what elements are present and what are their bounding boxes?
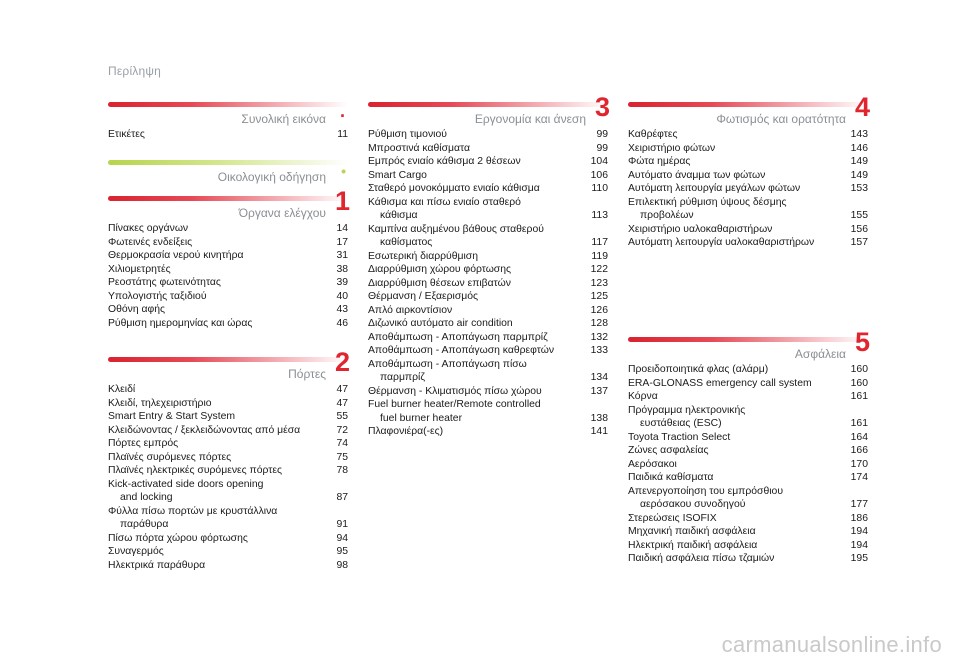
toc-entry-page: 156 (850, 223, 868, 235)
toc-entry-page: 17 (336, 236, 348, 248)
toc-entry[interactable] (628, 155, 868, 169)
toc-list (628, 363, 868, 566)
toc-entry-title (108, 478, 330, 505)
toc-entry-title (368, 277, 590, 291)
toc-entry-text-cont: and locking (120, 492, 173, 503)
toc-entry-title (368, 398, 590, 425)
section-bar (108, 160, 348, 165)
toc-entry[interactable] (628, 485, 868, 512)
toc-entry-text: Πόρτες εμπρός (108, 438, 179, 449)
toc-entry[interactable] (108, 128, 348, 142)
toc-entry[interactable] (368, 169, 608, 183)
toc-entry-page: 99 (596, 129, 608, 140)
toc-entry-page: 74 (336, 438, 348, 449)
toc-entry-text: Υπολογιστής ταξιδιού (108, 290, 207, 302)
toc-entry-text: Αποθάμπωση - Απoπάγωση πίσω (368, 358, 527, 370)
toc-entry-text: Φώτα ημέρας (628, 156, 691, 167)
toc-list (368, 128, 608, 439)
toc-entry[interactable] (108, 383, 348, 397)
toc-entry[interactable] (368, 182, 608, 196)
toc-entry-title (108, 451, 330, 465)
toc-entry-title (628, 169, 850, 183)
toc-entry-title (368, 263, 590, 277)
toc-entry-page: 149 (850, 156, 868, 167)
toc-entry[interactable] (628, 128, 868, 142)
toc-entry-page: 122 (590, 264, 608, 275)
toc-entry-page: 110 (591, 183, 608, 194)
toc-entry-page: 40 (336, 290, 348, 302)
toc-entry-text: Ρεοστάτης φωτεινότητας (108, 277, 221, 288)
toc-entry-text: Διαρρύθμιση χώρου φόρτωσης (368, 264, 512, 275)
toc-entry[interactable] (628, 182, 868, 196)
toc-entry-text-cont: προβολέων (640, 210, 694, 221)
toc-entry[interactable] (628, 444, 868, 458)
toc-entry-title (108, 222, 330, 236)
toc-entry[interactable] (628, 404, 868, 431)
toc-entry-page: 39 (336, 277, 348, 288)
toc-entry-page: 155 (850, 210, 868, 221)
toc-entry-page: 132 (590, 331, 608, 343)
toc-entry-page: 94 (336, 532, 348, 544)
toc-entry-page: 46 (336, 317, 348, 329)
section-bar (108, 196, 348, 201)
toc-entry[interactable] (628, 512, 868, 526)
toc-entry[interactable] (368, 385, 608, 399)
toc-entry[interactable] (368, 277, 608, 291)
section-title[interactable]: Φωτισμός και ορατότητα (716, 112, 846, 126)
section-4 (628, 92, 870, 250)
toc-entry-text: Παιδικά καθίσματα (628, 472, 714, 483)
toc-entry[interactable] (108, 451, 348, 465)
toc-entry-title (368, 358, 590, 385)
toc-entry-text: Συναγερμός (108, 546, 164, 557)
toc-entry-title (108, 290, 330, 304)
toc-entry-page: 194 (850, 539, 868, 551)
toc-entry-text: Σταθερό μονοκόμματο ενιαίο κάθισμα (368, 183, 540, 194)
toc-entry-text: Απενεργοποίηση του εμπρόσθιου (628, 485, 784, 497)
toc-entry-text-cont: κάθισμα (380, 210, 418, 221)
toc-entry[interactable] (108, 559, 348, 573)
toc-entry-text: Στερεώσεις ISOFIX (628, 512, 717, 524)
toc-entry-page: 72 (336, 424, 348, 436)
toc-entry-text: Πίνακες οργάνων (108, 223, 189, 234)
toc-entry[interactable] (368, 344, 608, 358)
section-bar (108, 102, 348, 107)
toc-entry[interactable] (368, 263, 608, 277)
toc-entry-text: Εμπρός ενιαίο κάθισμα 2 θέσεων (368, 156, 521, 167)
toc-entry[interactable] (368, 398, 608, 425)
section-header (368, 92, 610, 126)
toc-entry-text: Απλό αιρκοντίσιον (368, 304, 453, 316)
toc-entry-text: Πλαφονιέρα(-ες) (368, 426, 444, 437)
section-bar (368, 102, 608, 107)
toc-entry-page: 98 (336, 559, 348, 571)
toc-entry-page: 177 (850, 499, 868, 510)
section-2 (108, 347, 350, 572)
toc-entry-text: Εσωτερική διαρρύθμιση (368, 250, 478, 262)
toc-entry-text: Μηχανική παιδική ασφάλεια (628, 526, 756, 537)
toc-entry-page: 161 (850, 418, 868, 429)
toc-entry[interactable] (628, 539, 868, 553)
toc-entry-title (628, 431, 850, 445)
toc-entry-text: Θέρμανση / Εξαερισμός (368, 291, 479, 302)
toc-entry-page: 174 (850, 472, 868, 483)
section-title[interactable]: Συνολική εικόνα (241, 112, 326, 126)
toc-entry-page: 113 (591, 210, 608, 221)
toc-entry-page: 43 (336, 304, 348, 315)
toc-entry-page: 99 (596, 142, 608, 154)
page-title: Περίληψη (108, 64, 162, 78)
toc-entry-title (368, 331, 590, 345)
toc-entry[interactable] (368, 250, 608, 264)
section-number: 1 (334, 186, 350, 216)
toc-entry-page: 47 (336, 397, 348, 409)
toc-entry[interactable] (628, 525, 868, 539)
section-overview (108, 102, 348, 142)
toc-entry-title (628, 485, 850, 512)
toc-entry-title (628, 142, 850, 156)
section-bar (108, 357, 348, 362)
toc-entry[interactable] (108, 505, 348, 532)
toc-entry[interactable] (108, 236, 348, 250)
toc-entry[interactable] (368, 304, 608, 318)
toc-entry-text: Κλειδί (108, 384, 136, 395)
toc-entry-page: 141 (590, 426, 608, 437)
toc-entry-title (368, 142, 590, 156)
toc-entry[interactable] (108, 464, 348, 478)
toc-entry-title (628, 377, 850, 391)
toc-entry[interactable] (368, 317, 608, 331)
toc-entry-title (368, 128, 590, 142)
section-5 (628, 327, 870, 566)
toc-entry-page: 146 (850, 142, 868, 154)
toc-entry-text: Αυτόματο άναμμα των φώτων (628, 169, 766, 181)
toc-entry-text: Αποθάμπωση - Απoπάγωση παρμπρίζ (368, 331, 548, 343)
toc-entry-text-cont: παρμπρίζ (380, 372, 425, 383)
toc-entry-page: 104 (590, 156, 608, 167)
toc-entry[interactable] (368, 196, 608, 223)
toc-entry-page: 87 (336, 492, 348, 503)
toc-entry-text: Kick-activated side doors opening (108, 478, 264, 490)
toc-entry-title (108, 424, 330, 438)
toc-entry-title (628, 525, 850, 539)
toc-entry-title (108, 236, 330, 250)
toc-entry-text: Κάθισμα και πίσω ενιαίο σταθερό (368, 196, 521, 208)
section-title[interactable]: Οικολογική οδήγηση (217, 170, 326, 184)
toc-entry-title (628, 363, 850, 377)
toc-entry[interactable] (108, 249, 348, 263)
section-header (628, 327, 870, 361)
toc-entry-title (368, 169, 590, 183)
section-header (628, 92, 870, 126)
toc-entry-title (108, 303, 330, 317)
toc-entry[interactable] (108, 424, 348, 438)
toc-entry[interactable] (628, 223, 868, 237)
toc-entry-page: 38 (336, 263, 348, 275)
section-number: 4 (854, 92, 870, 122)
toc-entry-text: Toyota Traction Select (628, 431, 731, 443)
toc-entry-title (368, 223, 590, 250)
toc-entry-page: 194 (850, 526, 868, 537)
toc-entry-text-cont: ευστάθειας (ESC) (640, 418, 722, 429)
toc-entry-text: Διαρρύθμιση θέσεων επιβατών (368, 277, 511, 289)
toc-entry-text: Χειριστήριο φώτων (628, 142, 716, 154)
section-title[interactable]: Εργονομία και άνεση (474, 112, 586, 126)
toc-entry-text: Αυτόματη λειτουργία μεγάλων φώτων (628, 183, 801, 194)
section-header (108, 160, 348, 182)
toc-entry-text-cont: παράθυρα (120, 519, 169, 530)
toc-entry-title (628, 390, 850, 404)
toc-entry-title (108, 128, 330, 142)
toc-entry-page: 123 (590, 277, 608, 289)
toc-entry-text-cont: fuel burner heater (380, 412, 463, 424)
section-number: 5 (854, 327, 870, 357)
toc-entry-title (108, 532, 330, 546)
toc-entry-text: Παιδική ασφάλεια πίσω τζαμιών (628, 553, 775, 564)
toc-entry[interactable] (628, 390, 868, 404)
section-bar (628, 337, 868, 342)
toc-entry-text: Θερμοκρασία νερού κινητήρα (108, 250, 244, 261)
toc-entry[interactable] (368, 425, 608, 439)
toc-entry-page: 164 (850, 431, 868, 443)
toc-entry-title (628, 128, 850, 142)
toc-entry-title (368, 250, 590, 264)
section-1 (108, 186, 350, 330)
toc-entry-title (108, 249, 330, 263)
toc-entry[interactable] (628, 236, 868, 250)
toc-entry-text: Smart Cargo (368, 169, 427, 181)
toc-entry-page: 11 (337, 129, 348, 140)
section-number: 3 (594, 92, 610, 122)
toc-entry[interactable] (368, 128, 608, 142)
toc-entry-text: Μπροστινά καθίσματα (368, 142, 470, 154)
toc-entry-text-cont: αερόσακου συνοδηγού (640, 499, 746, 510)
toc-entry-text: Smart Entry & Start System (108, 411, 236, 422)
toc-entry-page: 149 (850, 169, 868, 181)
toc-entry[interactable] (368, 142, 608, 156)
toc-entry-text: Ηλεκτρικά παράθυρα (108, 559, 206, 571)
toc-entry-text: Πλαϊνές συρόμενες πόρτες (108, 451, 232, 463)
toc-entry[interactable] (108, 397, 348, 411)
toc-entry-title (368, 304, 590, 318)
toc-entry-text: Αυτόματη λειτουργία υαλοκαθαριστήρων (628, 237, 815, 248)
toc-entry[interactable] (368, 155, 608, 169)
toc-entry-text: Ρύθμιση τιμονιού (368, 129, 447, 140)
toc-entry-text: Fuel burner heater/Remote controlled (368, 399, 541, 410)
toc-entry[interactable] (108, 263, 348, 277)
toc-entry-text: Θέρμανση - Κλιματισμός πίσω χώρου (368, 385, 542, 397)
toc-entry-text: Πρόγραμμα ηλεκτρονικής (628, 404, 746, 416)
toc-entry-text: Αερόσακοι (628, 458, 677, 470)
toc-entry-title (368, 425, 590, 439)
toc-entry[interactable] (368, 290, 608, 304)
toc-entry-title (628, 223, 850, 237)
section-title[interactable]: Πόρτες (288, 367, 326, 381)
toc-entry-page: 125 (590, 291, 608, 302)
toc-entry-page: 170 (850, 458, 868, 470)
toc-entry[interactable] (628, 458, 868, 472)
toc-entry-title (628, 196, 850, 223)
toc-entry-title (108, 317, 330, 331)
toc-entry-page: 143 (850, 129, 868, 140)
toc-entry-title (628, 444, 850, 458)
toc-list (108, 128, 348, 142)
toc-entry-page: 153 (850, 183, 868, 194)
toc-entry-text: Κλειδί, τηλεχειριστήριο (108, 397, 212, 409)
toc-entry[interactable] (108, 437, 348, 451)
toc-entry-text: Πίσω πόρτα χώρου φόρτωσης (108, 532, 248, 544)
toc-entry-page: 78 (336, 465, 348, 476)
toc-entry-page: 157 (850, 237, 868, 248)
toc-entry-text: Ζώνες ασφαλείας (628, 445, 709, 456)
toc-entry[interactable] (628, 431, 868, 445)
toc-entry-text: Κόρνα (628, 391, 658, 402)
toc-entry[interactable] (628, 169, 868, 183)
toc-entry-text: Οθόνη αφής (108, 304, 166, 315)
section-number: . (339, 101, 345, 121)
toc-entry-page: 95 (336, 546, 348, 557)
toc-entry-text: Ηλεκτρική παιδική ασφάλεια (628, 539, 758, 551)
toc-entry[interactable] (628, 552, 868, 566)
toc-entry[interactable] (108, 317, 348, 331)
toc-entry-page: 160 (850, 377, 868, 389)
toc-entry-page: 138 (590, 412, 608, 424)
toc-entry-title (108, 410, 330, 424)
toc-entry-text-cont: καθίσματος (380, 237, 433, 248)
toc-entry-title (368, 155, 590, 169)
toc-entry-title (108, 545, 330, 559)
toc-entry-text: Αποθάμπωση - Απoπάγωση καθρεφτών (368, 345, 555, 356)
toc-entry[interactable] (108, 222, 348, 236)
toc-entry-page: 47 (336, 384, 348, 395)
toc-entry[interactable] (108, 303, 348, 317)
watermark: carmanualsonline.info (721, 632, 942, 657)
toc-entry-title (108, 383, 330, 397)
toc-entry-page: 160 (850, 364, 868, 375)
toc-entry-title (108, 437, 330, 451)
toc-entry[interactable] (108, 290, 348, 304)
toc-list (108, 383, 348, 572)
section-3 (368, 92, 610, 439)
toc-entry-title (628, 404, 850, 431)
toc-entry-text: Καμπίνα αυξημένου βάθους σταθερού (368, 223, 544, 235)
toc-entry-title (368, 196, 590, 223)
toc-entry[interactable] (108, 410, 348, 424)
section-header (108, 347, 350, 381)
toc-entry-title (368, 385, 590, 399)
toc-entry-title (628, 552, 850, 566)
toc-entry-page: 31 (336, 250, 348, 261)
toc-entry-title (108, 559, 330, 573)
toc-entry[interactable] (628, 142, 868, 156)
toc-entry-page: 117 (591, 237, 608, 248)
toc-entry-title (368, 317, 590, 331)
toc-entry-title (628, 539, 850, 553)
toc-entry-page: 186 (850, 512, 868, 524)
toc-entry-text: Πλαϊνές ηλεκτρικές συρόμενες πόρτες (108, 465, 283, 476)
toc-entry[interactable] (108, 545, 348, 559)
toc-entry-title (628, 182, 850, 196)
toc-list (628, 128, 868, 250)
toc-entry-page: 195 (850, 553, 868, 564)
toc-entry-title (368, 290, 590, 304)
toc-entry[interactable] (108, 276, 348, 290)
toc-entry-title (628, 236, 850, 250)
toc-entry-text: Χιλιομετρητές (108, 263, 171, 275)
toc-entry-page: 137 (590, 385, 608, 397)
toc-entry-page: 55 (336, 411, 348, 422)
toc-entry-page: 161 (850, 391, 868, 402)
toc-entry-title (108, 464, 330, 478)
toc-entry-text: Επιλεκτική ρύθμιση ύψους δέσμης (628, 196, 787, 208)
toc-entry-page: 14 (336, 223, 348, 234)
toc-entry-page: 134 (590, 372, 608, 383)
leaf-icon: • (341, 163, 346, 179)
section-title[interactable]: Ασφάλεια (794, 347, 846, 361)
toc-entry[interactable] (628, 196, 868, 223)
toc-entry-title (628, 458, 850, 472)
section-header (108, 102, 348, 124)
toc-entry[interactable] (628, 377, 868, 391)
section-eco (108, 160, 348, 182)
toc-entry-page: 91 (336, 519, 348, 530)
toc-entry-text: Διζωνικό αυτόματο air condition (368, 318, 513, 329)
toc-entry-title (368, 344, 590, 358)
section-number: 2 (334, 347, 350, 377)
toc-entry-text: ERA-GLONASS emergency call system (628, 377, 812, 389)
toc-entry[interactable] (108, 478, 348, 505)
toc-entry-title (108, 276, 330, 290)
toc-entry-page: 126 (590, 304, 608, 316)
toc-entry-text: Ρύθμιση ημερομηνίας και ώρας (108, 317, 253, 329)
toc-entry-text: Φύλλα πίσω πορτών με κρυστάλλινα (108, 505, 278, 517)
toc-list (108, 222, 348, 330)
toc-entry[interactable] (368, 358, 608, 385)
toc-entry-page: 166 (850, 445, 868, 456)
toc-entry-text: Προειδοποιητικά φλας (αλάρμ) (628, 364, 769, 375)
section-header (108, 186, 350, 220)
section-title[interactable]: Όργανα ελέγχου (238, 206, 326, 220)
toc-entry-title (108, 263, 330, 277)
toc-entry-title (108, 505, 330, 532)
toc-entry[interactable] (628, 363, 868, 377)
toc-entry[interactable] (368, 223, 608, 250)
section-bar (628, 102, 868, 107)
toc-entry-text: Κλειδώνοντας / ξεκλειδώνοντας από μέσα (108, 424, 301, 436)
toc-entry-text: Καθρέφτες (628, 129, 678, 140)
toc-entry-title (368, 182, 590, 196)
toc-entry-page: 128 (590, 318, 608, 329)
toc-entry-text: Ετικέτες (108, 129, 145, 140)
toc-entry-text: Φωτεινές ενδείξεις (108, 236, 193, 248)
toc-entry-page: 106 (590, 169, 608, 181)
toc-entry-title (628, 471, 850, 485)
toc-entry[interactable] (108, 532, 348, 546)
toc-entry-page: 119 (591, 250, 608, 262)
toc-entry[interactable] (368, 331, 608, 345)
toc-entry-page: 75 (336, 451, 348, 463)
toc-entry-title (628, 512, 850, 526)
toc-entry[interactable] (628, 471, 868, 485)
toc-entry-text: Χειριστήριο υαλοκαθαριστήρων (628, 223, 773, 235)
toc-entry-title (108, 397, 330, 411)
toc-entry-page: 133 (590, 345, 608, 356)
toc-entry-title (628, 155, 850, 169)
